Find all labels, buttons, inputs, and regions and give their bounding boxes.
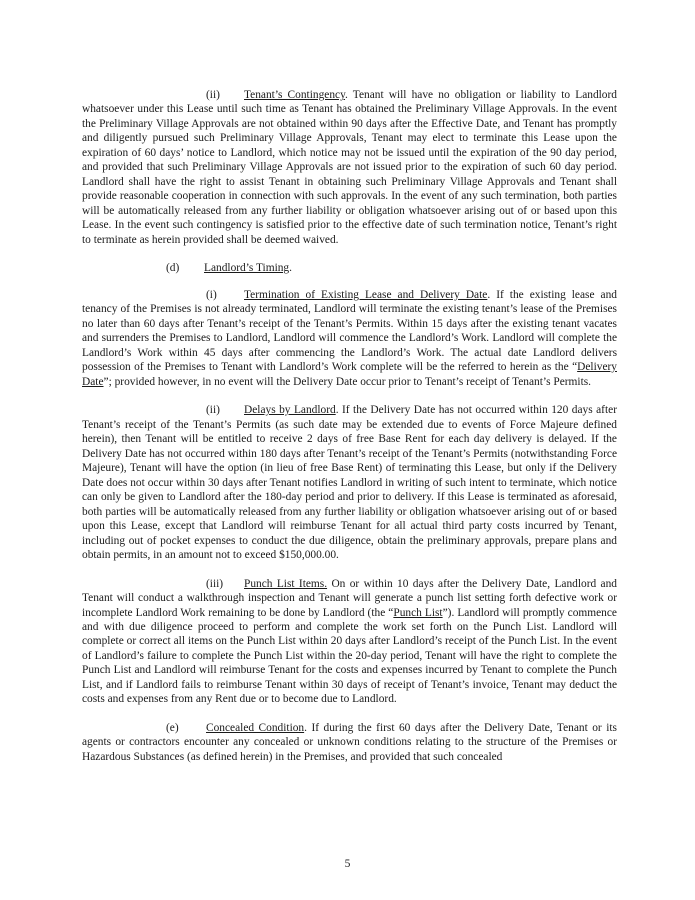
page-number: 5	[344, 858, 351, 870]
clause-number: (i)	[206, 288, 217, 301]
clause-number: (ii)	[206, 404, 220, 417]
paragraph-termination-delivery-date	[82, 288, 617, 389]
clause-body: . Tenant will have no obligation or liability to Landlord whatsoever under this Lease until such time as Tenant has obtained the Preliminary Village Approvals. In the event the Preliminary Village Approvals are not obtained within 90 days after the Effective Date, and Tenant has promptly and diligently pursued such Preliminary Village Approvals, Tenant may elect to terminate this Lease upon the expiration of 60 days’ notice to Landlord, which notice may not be issued until the expiration of the 90 day period, and provided that such Preliminary Village Approvals are not issued prior to the expiration of such 60 day period. Landlord shall have the right to assist Tenant in obtaining such Preliminary Village Approvals and Tenant shall provide reasonable cooperation in connection with such approvals. In the event of any such termination, both parties will be automatically released from any further liability or obligation whatsoever arising out of or based upon this Lease. In the event such contingency is satisfied prior to the effective date of such termination notice, Tenant’s right to terminate as herein provided shall be deemed waived.	[82, 89, 617, 246]
clause-number: (e)	[166, 721, 179, 734]
clause-heading: Delays by Landlord	[244, 404, 336, 417]
paragraph-tenants-contingency	[82, 88, 617, 247]
paragraph-delays-by-landlord	[82, 403, 617, 562]
clause-heading: Tenant’s Contingency	[244, 89, 346, 101]
clause-heading: Concealed Condition	[206, 721, 305, 734]
clause-body: . If the Delivery Date has not occurred within 120 days after Tenant’s receipt of the Tenant’s Permits (as such date may be extended due to events of Force Majeure defined herein), then Tenant will be entitled to receive 2 days of free Base Rent for each day delivery is delayed. If the Delivery Date has not occurred within 180 days after Tenant’s receipt of the Tenant’s Permits (notwithstanding Force Majeure), Tenant will have the option (in lieu of free Base Rent) of terminating this Lease, but only if the Delivery Date does not occur within 30 days after Tenant notifies Landlord in writing of such intent to terminate, which notice can only be given to Landlord after the 180-day period and prior to delivery. If this Lease is terminated as aforesaid, both parties will be automatically released from any further liability or obligation whatsoever arising out of or based upon this Lease, except that Landlord will reimburse Tenant for all actual third party costs incurred by Tenant, including out of pocket expenses to conduct the due diligence, obtain the preliminary approvals, prepare plans and obtain permits, in an amount not to exceed $150,000.00.	[82, 404, 617, 562]
defined-term: Punch List	[393, 606, 443, 619]
section-number: (d)	[166, 262, 180, 275]
defined-term: Delivery Date	[82, 361, 617, 388]
clause-heading: Termination of Existing Lease and Delivery Date	[244, 288, 488, 301]
clause-number: (ii)	[206, 89, 220, 101]
paragraph-punch-list-items	[82, 577, 617, 707]
section-heading-end: .	[289, 262, 292, 275]
section-heading: Landlord’s Timing	[204, 262, 290, 275]
clause-body-continued: ”; provided however, in no event will the Delivery Date occur prior to Tenant’s receipt of Tenant’s Permits.	[103, 375, 592, 388]
clause-body: . If during the first 60 days after the Delivery Date, Tenant or its agents or contractors encounter any concealed or unknown conditions relating to the structure of the Premises or Hazardous Substances (as defined herein) in the Premises, and provided that such concealed	[82, 721, 617, 763]
paragraph-concealed-condition	[82, 721, 617, 764]
clause-heading: Punch List Items.	[244, 577, 328, 590]
clause-number: (iii)	[206, 577, 224, 590]
clause-body: On or within 10 days after the Delivery Date, Landlord and Tenant will conduct a walkthrough inspection and Tenant will generate a punch list setting forth defective work or incomplete Landlord Work remaining to be done by Landlord (the “	[82, 577, 618, 619]
section-heading-landlords-timing	[82, 261, 617, 275]
clause-body-continued: ”). Landlord will promptly commence and with due diligence proceed to perform and complete the work set forth on the Punch List. Landlord will complete or correct all items on the Punch List within 20 days after Landlord’s receipt of the Punch List. In the event of Landlord’s failure to complete the Punch List within the 20-day period, Tenant will have the right to complete the Punch List and Landlord will reimburse Tenant for the costs and expenses incurred by Tenant to complete the Punch List, and if Landlord fails to reimburse Tenant within 30 days of receipt of Tenant’s invoice, Tenant may deduct the costs and expenses from any Rent due or to become due to Landlord.	[82, 606, 617, 706]
clause-body: . If the existing lease and tenancy of the Premises is not already terminated, Landlord will terminate the existing tenant’s lease of the Premises no later than 60 days after Tenant’s receipt of the Tenant’s Permits. Within 15 days after the existing tenant vacates and surrenders the Premises to Landlord, Landlord will commence the Landlord’s Work. Landlord will complete the Landlord’s Work within 45 days after commencing the Landlord’s Work. The actual date Landlord delivers possession of the Premises to Tenant with Landlord’s Work complete will be the referred to herein as the “	[82, 288, 617, 374]
